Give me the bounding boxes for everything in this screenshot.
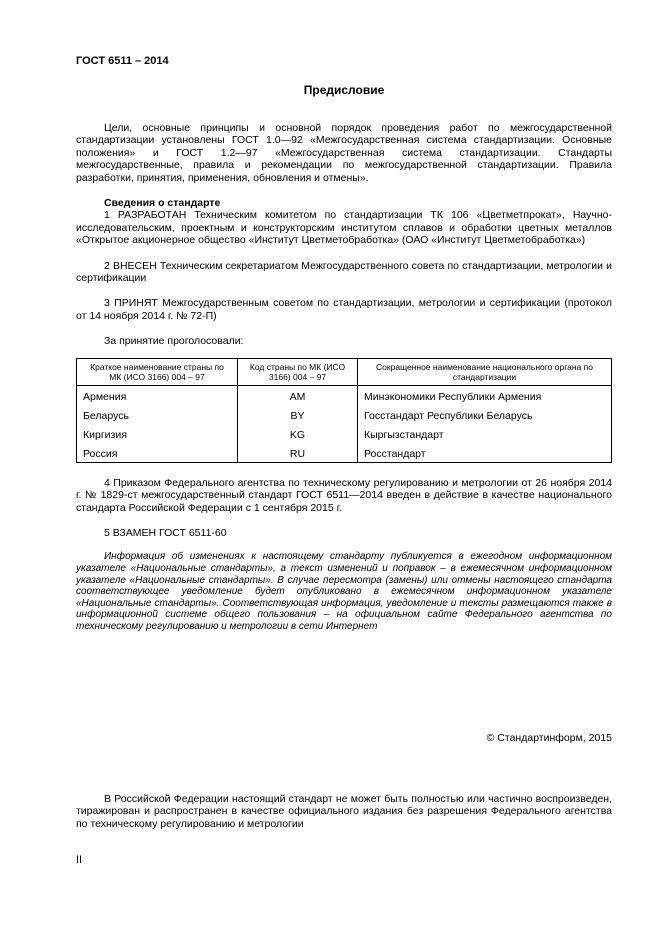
cell-country-code: BY	[238, 405, 358, 424]
copyright-line: © Стандартинформ, 2015	[486, 732, 612, 745]
changes-info-note: Информация об изменениях к настоящему стандарту публикуется в ежегодном информационном указателе «Национальные стандарты», а текст изменений и поправок – в ежемесячном информационном указателе «Национальные стандарты». В случае пересмотра (замены) или отмены настоящего стандарта соответствующее уведомление будет опубликовано в ежемесячном информационном указателе «Национальные стандарты». Соответствующая информация, уведомление и тексты размещаются также в информационной системе общего пользования – на официальном сайте Федерального агентства по техническому регулированию и метрологии в сети Интернет	[76, 551, 612, 632]
cell-national-body: Кыргызстандарт	[358, 424, 612, 443]
cell-country-name: Киргизия	[77, 424, 238, 443]
vote-table	[76, 358, 612, 463]
standard-info-heading: Сведения о стандарте	[104, 197, 221, 210]
table-row	[77, 424, 612, 443]
doc-number: ГОСТ 6511 – 2014	[76, 55, 169, 67]
cell-country-name: Армения	[77, 385, 238, 405]
table-row	[77, 405, 612, 424]
cell-country-name: Беларусь	[77, 405, 238, 424]
clause-4-enacted: 4 Приказом Федерального агентства по техническому регулированию и метрологии от 26 ноября 2014 г. № 1829-ст межгосударственный стандарт ГОСТ 6511—2014 введен в действие в качестве национального стандарта Российской Федерации с 1 сентября 2015 г.	[76, 476, 612, 514]
clause-1-developed: 1 РАЗРАБОТАН Техническим комитетом по стандартизации ТК 106 «Цветметпрокат», Научно-исследовательским, проектным и конструкторским институтом сплавов и обработки цветных металлов «Открытое акционерное общество «Институт Цветметобработка» (ОАО «Институт Цветметобработка»)	[76, 209, 612, 247]
vote-table-header-row	[77, 358, 612, 385]
cell-country-code: AM	[238, 385, 358, 405]
clause-3-adopted: 3 ПРИНЯТ Межгосударственным советом по стандартизации, метрологии и сертификации (протокол от 14 ноября 2014 г. № 72-П)	[76, 297, 612, 322]
page-title: Предисловие	[303, 83, 385, 97]
table-header-national-body: Сокращенное наименование национального органа по стандартизации	[358, 358, 612, 385]
intro-paragraph: Цели, основные принципы и основной порядок проведения работ по межгосударственной стандартизации установлены ГОСТ 1.0—92 «Межгосударственная система стандартизации. Основные положения» и ГОСТ 1.2—97 «Межгосударственная система стандартизации. Стандарты межгосударственные, правила и рекомендации по межгосударственной стандартизации. Правила разработки, принятия, применения, обновления и отмены».	[76, 122, 612, 184]
clause-2-submitted: 2 ВНЕСЕН Техническим секретариатом Межгосударственного совета по стандартизации, метрологии и сертификации	[76, 259, 612, 285]
cell-country-name: Россия	[77, 443, 238, 463]
clause-5-replaces: 5 ВЗАМЕН ГОСТ 6511-60	[104, 526, 227, 539]
vote-line: За принятие проголосовали:	[104, 335, 244, 348]
cell-national-body: Росстандарт	[358, 443, 612, 463]
cell-country-code: RU	[238, 443, 358, 463]
cell-national-body: Минэкономики Республики Армения	[358, 385, 612, 405]
page-number: II	[76, 854, 83, 867]
table-row	[77, 443, 612, 463]
table-row	[77, 385, 612, 405]
table-header-country-code: Код страны по МК (ИСО 3166) 004 – 97	[238, 358, 358, 385]
table-header-country-name: Краткое наименование страны по МК (ИСО 3166) 004 – 97	[77, 358, 238, 385]
cell-country-code: KG	[238, 424, 358, 443]
cell-national-body: Госстандарт Республики Беларусь	[358, 405, 612, 424]
reproduction-restriction: В Российской Федерации настоящий стандарт не может быть полностью или частично воспроизведен, тиражирован и распространен в качестве официального издания без разрешения Федерального агентства по техническому регулированию и метрологии	[76, 792, 612, 830]
